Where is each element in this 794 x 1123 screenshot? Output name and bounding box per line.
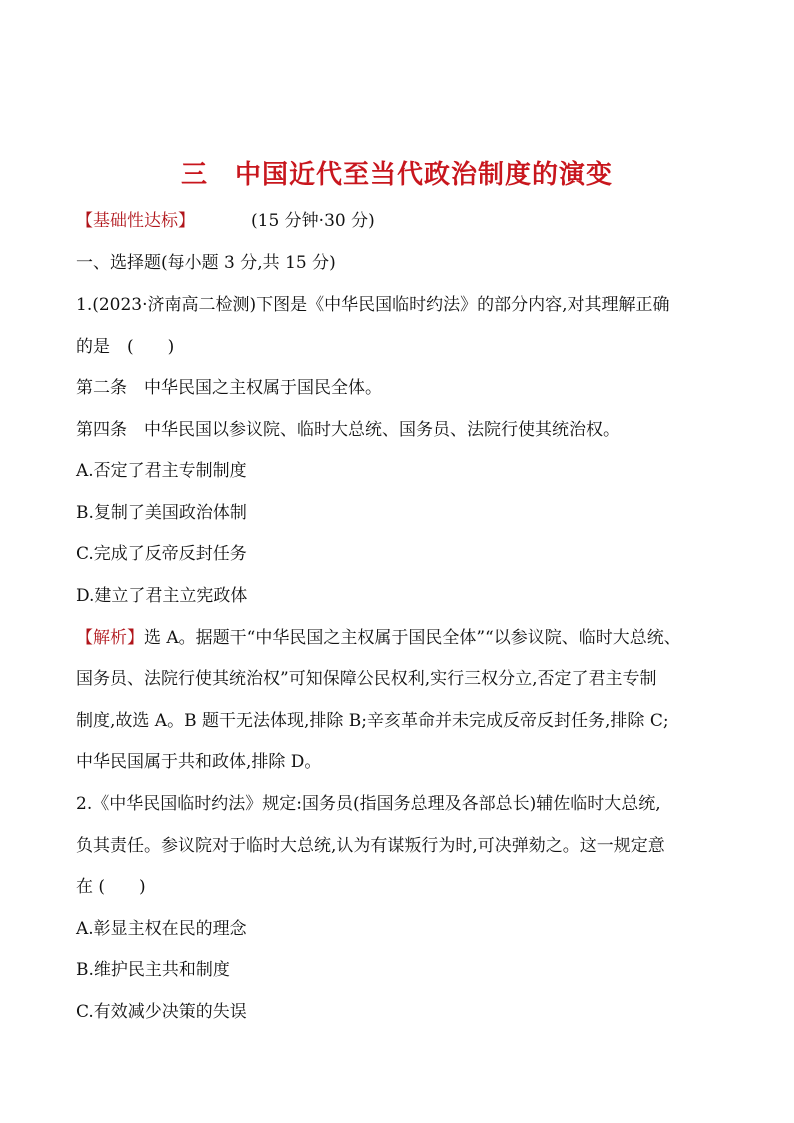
q1-option-b: B.复制了美国政治体制 [76,503,247,523]
q1-analysis-line-3: 制度,故选 A。B 题干无法体现,排除 B;辛亥革命并未完成反帝反封任务,排除 C; [76,711,669,731]
analysis-text: 选 A。据题干“中华民国之主权属于国民全体”“以参议院、临时大总统、 [144,628,681,648]
q1-analysis-line-1 [76,627,681,649]
page-title: 三 中国近代至当代政治制度的演变 [180,160,613,190]
q1-analysis-line-2: 国务员、法院行使其统治权”可知保障公民权利,实行三权分立,否定了君主专制 [76,669,657,689]
q1-option-d: D.建立了君主立宪政体 [76,586,248,606]
section-time: (15 分钟·30 分) [251,211,375,231]
q2-stem-line-1: 2.《中华民国临时约法》规定:国务员(指国务总理及各部总长)辅佐临时大总统, [76,794,661,814]
part-heading: 一、选择题(每小题 3 分,共 15 分) [76,253,336,273]
q1-article-4: 第四条 中华民国以参议院、临时大总统、国务员、法院行使其统治权。 [76,420,620,440]
q1-stem-line-2: 的是 ( ) [76,337,175,357]
q2-option-b: B.维护民主共和制度 [76,960,230,980]
q2-option-c: C.有效减少决策的失误 [76,1002,247,1022]
section-header [76,210,375,232]
q1-analysis-line-4: 中华民国属于共和政体,排除 D。 [76,752,322,772]
q2-stem-line-3: 在 ( ) [76,877,146,897]
analysis-label: 【解析】 [76,628,144,648]
q1-stem-line-1: 1.(2023·济南高二检测)下图是《中华民国临时约法》的部分内容,对其理解正确 [76,295,670,315]
q1-option-c: C.完成了反帝反封任务 [76,544,247,564]
q2-option-a: A.彰显主权在民的理念 [76,919,247,939]
section-label: 【基础性达标】 [76,211,195,231]
q1-article-2: 第二条 中华民国之主权属于国民全体。 [76,378,382,398]
q2-stem-line-2: 负其责任。参议院对于临时大总统,认为有谋叛行为时,可决弹劾之。这一规定意 [76,836,665,856]
q1-option-a: A.否定了君主专制制度 [76,461,247,481]
